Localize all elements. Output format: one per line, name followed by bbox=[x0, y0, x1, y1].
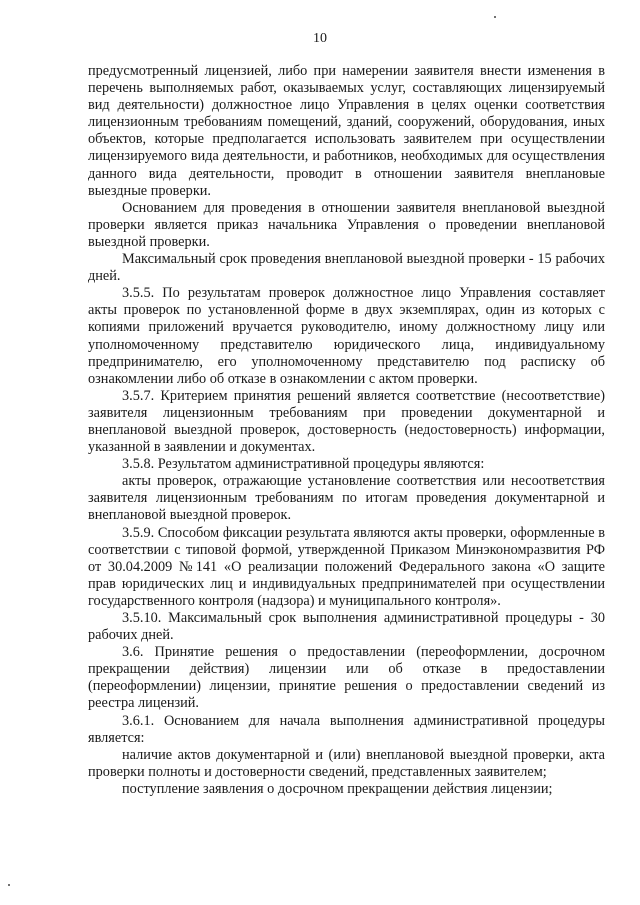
paragraph: 3.6. Принятие решения о предоставлении (переоформлении, досрочном прекращении действия) лицензии или об отказе в предоставлении (переоформлении) лицензии, принятие решения о предоставлении сведений из реестра лицензий. bbox=[88, 644, 605, 712]
document-body bbox=[88, 63, 605, 798]
paragraph: 3.5.9. Способом фиксации результата являются акты проверки, оформленные в соответствии с типовой формой, утвержденной Приказом Минэкономразвития РФ от 30.04.2009 №141 «О реализации положений Федерального закона «О защите прав юридических лиц и индивидуальных предпринимателей при осуществлении государственного контроля (надзора) и муниципального контроля». bbox=[88, 524, 605, 609]
scan-speck bbox=[494, 16, 496, 18]
paragraph: предусмотренный лицензией, либо при намерении заявителя внести изменения в перечень выполняемых работ, оказываемых услуг, составляющих лицензируемый вид деятельности) должностное лицо Управления в целях оценки соответствия лицензионным требованиям помещений, зданий, сооружений, оборудования, иных объектов, которые предполагается использовать заявителем при осуществлении лицензируемого вида деятельности, и работников, необходимых для осуществления данного вида деятельности, проводит в отношении заявителя внеплановые выездные проверки. bbox=[88, 63, 605, 199]
paragraph: Максимальный срок проведения внеплановой выездной проверки - 15 рабочих дней. bbox=[88, 251, 605, 285]
scan-speck bbox=[8, 884, 10, 886]
paragraph: акты проверок, отражающие установление соответствия или несоответствия заявителя лицензионным требованиям по итогам проведения документарной и внеплановой выездной проверок. bbox=[88, 473, 605, 524]
paragraph: 3.5.7. Критерием принятия решений является соответствие (несоответствие) заявителя лицензионным требованиям при проведении документарной и внеплановой выездной проверок, достоверность (недостоверность) информации, указанной в заявлении и документах. bbox=[88, 387, 605, 456]
paragraph: 3.5.8. Результатом административной процедуры являются: bbox=[122, 456, 485, 473]
paragraph: 3.6.1. Основанием для начала выполнения административной процедуры является: bbox=[88, 712, 605, 746]
page-number: 10 bbox=[313, 31, 327, 46]
paragraph: Основанием для проведения в отношении заявителя внеплановой выездной проверки является приказ начальника Управления о проведении внеплановой выездной проверки. bbox=[88, 199, 605, 250]
paragraph: 3.5.5. По результатам проверок должностное лицо Управления составляет акты проверок по установленной форме в двух экземплярах, один из которых с копиями приложений вручается руководителю, иному должностному лицу или уполномоченному представителю юридического лица, индивидуальному предпринимателю, его уполномоченному представителю под расписку об ознакомлении либо об отказе в ознакомлении с актом проверки. bbox=[88, 285, 605, 387]
paragraph: наличие актов документарной и (или) внеплановой выездной проверки, акта проверки полноты и достоверности сведений, представленных заявителем; bbox=[88, 746, 605, 780]
paragraph: 3.5.10. Максимальный срок выполнения административной процедуры - 30 рабочих дней. bbox=[88, 610, 605, 644]
paragraph: поступление заявления о досрочном прекращении действия лицензии; bbox=[122, 780, 553, 797]
